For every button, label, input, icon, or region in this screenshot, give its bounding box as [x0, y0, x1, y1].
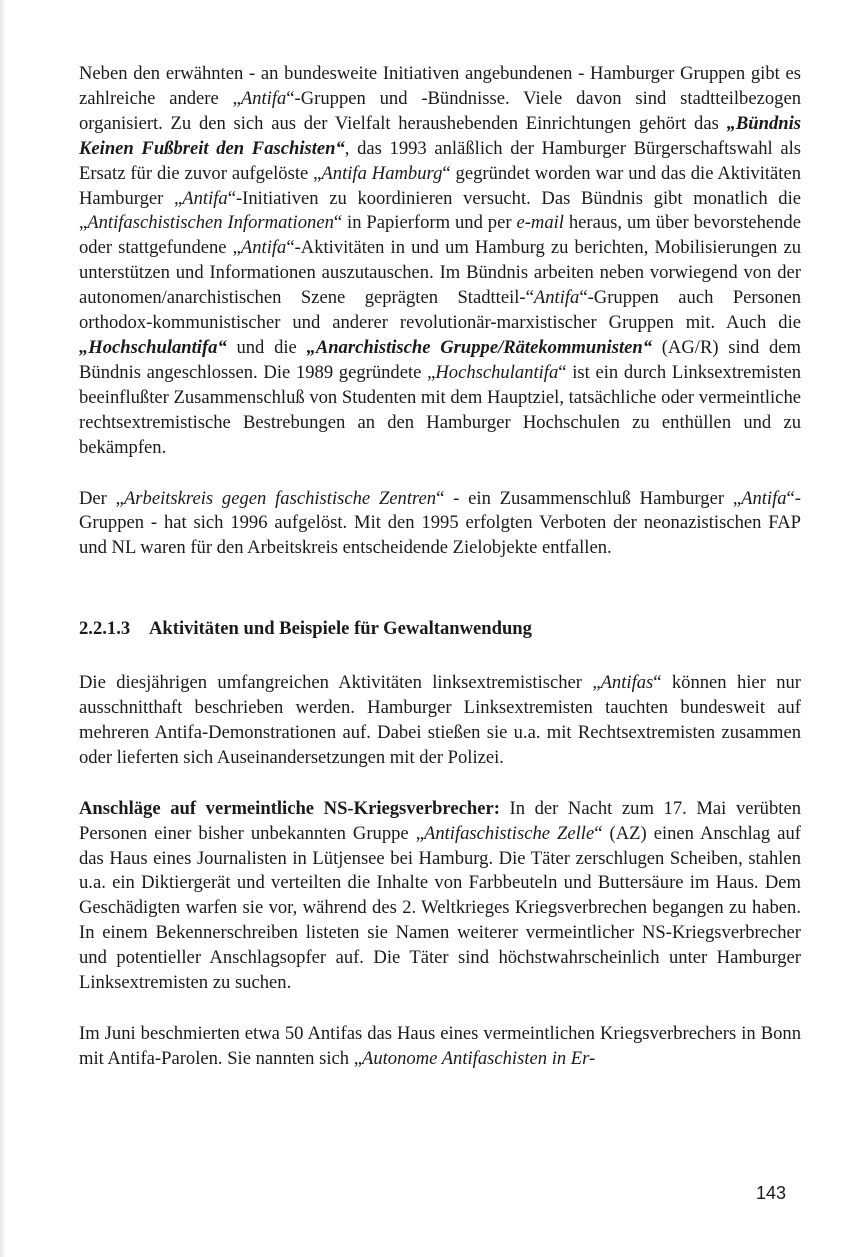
text-run: Die diesjährigen umfangreichen Aktivitäten linksextremistischer „ — [79, 672, 601, 694]
text-run: “ gegründet worden war und das die Aktivitäten Hamburger „ — [79, 162, 802, 209]
text-run: Im Juni beschmierten etwa 50 Antifas das Haus eines vermeintlichen Kriegsverbrechers in Bonn mit Antifa-Parolen. Sie nannten sich „ — [79, 1023, 801, 1069]
text-run: Antifas — [600, 672, 654, 694]
text-run: heraus, um über bevorstehende oder stattgefundene „ — [79, 212, 801, 259]
text-run: “-Gruppen - hat sich 1996 aufgelöst. Mit den 1995 erfolgten Verboten der neonazistischen FAP und NL waren für den Arbeitskreis entscheidende Zielobjekte entfallen. — [79, 487, 801, 559]
text-run: Antifa — [182, 187, 228, 209]
text-run: Antifa — [741, 487, 787, 509]
text-run: “-Initiativen zu koordinieren versucht. Das Bündnis gibt monatlich die „ — [79, 187, 801, 234]
text-run: „Anarchistische Gruppe/Rätekommunisten“ — [306, 336, 653, 358]
text-run: “ ist ein durch Linksextremisten beeinflußter Zusammenschluß von Studenten mit dem Hauptziel, tatsächliche oder vermeintliche rechtsextremistische Bestrebungen an den Hamburger Hochschulen zu enthüllen und zu bekämpfen. — [79, 361, 802, 458]
text-run: und die — [226, 336, 307, 358]
text-run: , das 1993 anläßlich der Hamburger Bürgerschaftswahl als Ersatz für die zuvor aufgelöste „ — [79, 137, 801, 184]
text-run: Der „ — [79, 487, 124, 509]
text-run: Neben den erwähnten - an bundesweite Initiativen angebundenen - Hamburger Gruppen gibt es zahlreiche andere „ — [79, 63, 801, 109]
paragraph-bonn — [79, 1022, 801, 1072]
text-run: Autonome Antifaschisten in Er- — [361, 1047, 596, 1069]
text-run: Antifa — [240, 237, 287, 259]
text-run: Hochschulantifa — [435, 361, 559, 383]
text-run: Antifa Hamburg — [321, 162, 443, 184]
text-run: “ (AZ) einen Anschlag auf das Haus eines Journalisten in Lütjensee bei Hamburg. Die Täter zerschlugen Scheiben, stahlen u.a. ein Diktiergerät und verteilten die Inhalte von Farbbeuteln und Buttersäure im Haus. Dem Geschädigten warfen sie vor, während des 2. Weltkrieges Kriegsverbrechen begangen zu haben. In einem Bekennerschreiben listeten sie Namen weiterer vermeintlicher NS-Kriegsverbrecher und potentieller Anschlagsopfer auf. Die Täter sind höchstwahrscheinlich unter Hamburger Linksextremisten zu suchen. — [79, 822, 801, 994]
text-run: (AG/R) sind dem Bündnis angeschlossen. Die 1989 gegründete „ — [79, 336, 801, 383]
paragraph-activities — [79, 671, 801, 771]
text-run: Antifaschistische Zelle — [423, 822, 595, 844]
section-heading — [79, 617, 801, 642]
text-run: Arbeitskreis gegen faschistische Zentren — [123, 487, 437, 509]
text-run: In der Nacht zum 17. Mai verübten Personen einer bisher unbekannten Gruppe „ — [79, 797, 801, 844]
section-number: 2.2.1.3 — [79, 618, 131, 640]
text-run: Anschläge auf vermeintliche NS-Kriegsverbrecher: — [79, 797, 500, 819]
text-run: “ - ein Zusammenschluß Hamburger „ — [436, 487, 742, 509]
text-run: „Bündnis Keinen Fußbreit den Faschisten“ — [79, 112, 801, 159]
paragraph-anschlaege — [79, 797, 801, 996]
text-run: “-Gruppen und -Bündnisse. Viele davon sind stadtteilbezogen organisiert. Zu den sich aus der Vielfalt heraushebenden Einrichtungen gehört das — [79, 87, 801, 134]
text-run: Antifaschistischen Informationen — [87, 212, 334, 234]
page-number: 143 — [756, 1183, 787, 1203]
text-run: “-Aktivitäten in und um Hamburg zu berichten, Mobilisierungen zu unterstützen und Informationen auszutauschen. Im Bündnis arbeiten neben vorwiegend von der autonomen/anarchistischen Szene geprägten Stadtteil-“ — [79, 237, 801, 309]
text-run: “ in Papierform und per — [333, 212, 517, 234]
scan-page-edge — [0, 0, 6, 1257]
text-run: Antifa — [533, 287, 580, 309]
text-run: “-Gruppen auch Personen orthodox-kommunistischer und anderer revolutionär-marxistischer Gruppen mit. Auch die — [79, 287, 801, 334]
page-body — [79, 62, 801, 1072]
paragraph-arbeitskreis — [79, 487, 801, 562]
text-run: e-mail — [516, 212, 564, 234]
text-run: Antifa — [240, 87, 287, 109]
text-run: „Hochschulantifa“ — [79, 336, 227, 358]
text-run: “ können hier nur ausschnitthaft beschrieben werden. Hamburger Linksextremisten tauchten bundesweit auf mehreren Antifa-Demonstrationen auf. Dabei stießen sie u.a. mit Rechtsextremisten zusammen oder lieferten sich Auseinandersetzungen mit der Polizei. — [79, 672, 801, 768]
paragraph-buendnis — [79, 62, 801, 461]
section-title: Aktivitäten und Beispiele für Gewaltanwendung — [149, 618, 532, 640]
